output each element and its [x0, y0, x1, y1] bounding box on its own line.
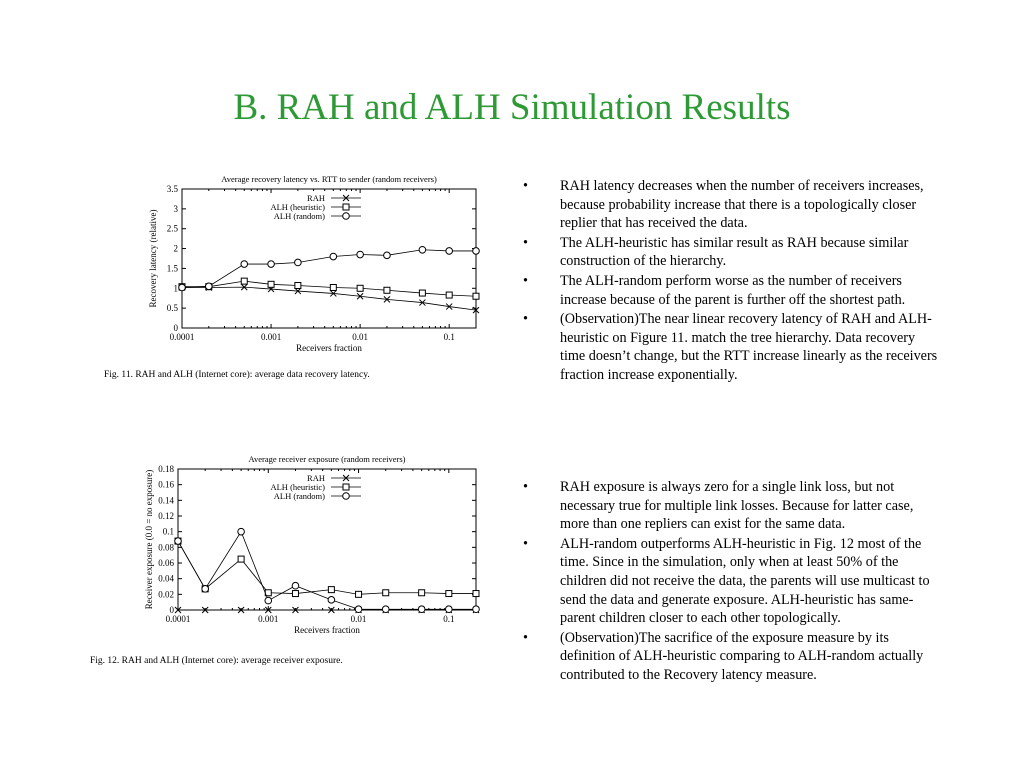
y-tick-label: 3 — [173, 203, 178, 214]
data-point-circle — [418, 606, 425, 613]
data-point-circle — [357, 251, 364, 258]
y-tick-label: 0.02 — [158, 589, 174, 600]
bullet-item — [523, 478, 943, 534]
bullet-text: The ALH-random perform worse as the number of receivers increase because of the parent is further off the shortest path. — [560, 272, 906, 308]
data-point-circle — [473, 248, 480, 255]
data-point-circle — [343, 493, 350, 500]
bullet-list-top — [523, 177, 943, 386]
bullet-item — [523, 535, 943, 628]
x-tick-label: 0.0001 — [165, 614, 191, 624]
series-square — [179, 278, 479, 299]
bullet-item — [523, 310, 943, 384]
data-point-circle — [328, 597, 335, 604]
data-point-square — [419, 290, 425, 296]
y-tick-label: 0.12 — [158, 511, 174, 521]
y-tick-label: 0.18 — [158, 464, 174, 474]
data-point-square — [384, 287, 390, 293]
data-point-square — [446, 591, 452, 597]
y-tick-label: 1 — [173, 283, 178, 294]
data-point-circle — [419, 246, 426, 253]
y-tick-label: 0 — [169, 605, 174, 615]
data-point-circle — [238, 528, 245, 535]
figure-12 — [86, 450, 486, 670]
bullet-text: (Observation)The near linear recovery latency of RAH and ALH-heuristic on Figure 11. match the tree hierarchy. Data recovery time doesn’t change, but the RTT increase linearly as the receivers fraction increase exponentially. — [560, 311, 938, 383]
y-tick-label: 0.1 — [162, 526, 174, 537]
legend-label: ALH (random) — [273, 211, 325, 221]
series-line — [178, 532, 476, 610]
figure-11 — [100, 170, 500, 385]
data-point-square — [473, 591, 479, 597]
x-tick-label: 0.001 — [260, 332, 282, 342]
legend-label: RAH — [307, 193, 325, 203]
y-tick-label: 2.5 — [166, 223, 178, 234]
bullet-dot: • — [523, 629, 528, 646]
data-point-circle — [241, 261, 248, 268]
data-point-square — [292, 591, 298, 597]
data-point-square — [419, 590, 425, 596]
plot-frame — [182, 189, 476, 328]
bullet-dot: • — [523, 479, 528, 495]
y-tick-label: 1.5 — [166, 263, 178, 274]
bullet-list-bottom — [523, 478, 943, 686]
figure-caption: Fig. 11. RAH and ALH (Internet core): average data recovery latency. — [104, 370, 370, 380]
data-point-square — [295, 283, 301, 289]
y-tick-label: 0.04 — [158, 573, 174, 584]
data-point-circle — [206, 283, 213, 290]
data-point-circle — [330, 253, 337, 260]
y-tick-label: 0.16 — [158, 479, 174, 490]
receiver-exposure-chart — [86, 450, 486, 670]
y-tick-label: 0.14 — [158, 495, 174, 506]
y-axis-label: Recovery latency (relative) — [148, 209, 158, 308]
data-point-circle — [355, 606, 362, 613]
y-tick-label: 2 — [173, 243, 178, 254]
data-point-square — [330, 284, 336, 290]
series-line — [182, 281, 476, 296]
y-tick-label: 0.08 — [158, 542, 174, 553]
data-point-circle — [265, 597, 272, 604]
series-circle — [175, 528, 480, 612]
y-tick-label: 0.06 — [158, 558, 174, 568]
bullet-dot: • — [523, 178, 528, 194]
data-point-circle — [473, 606, 480, 613]
data-point-square — [328, 587, 334, 593]
figure-caption: Fig. 12. RAH and ALH (Internet core): average receiver exposure. — [90, 656, 343, 666]
data-point-circle — [384, 252, 391, 259]
data-point-circle — [179, 284, 186, 291]
x-axis-label: Receivers fraction — [296, 343, 362, 353]
bullet-text: (Observation)The sacrifice of the exposure measure by its definition of ALH-heuristic comparing to ALH-random actually contributed to the Recovery latency measure. — [560, 629, 924, 683]
bullet-text: The ALH-heuristic has similar result as RAH because similar construction of the hierarchy. — [560, 234, 909, 270]
y-tick-label: 0.5 — [166, 303, 178, 314]
bullet-item — [523, 177, 943, 233]
data-point-square — [343, 204, 349, 210]
data-point-circle — [446, 248, 453, 255]
series-x — [179, 284, 479, 313]
y-tick-label: 0 — [173, 323, 178, 333]
bullet-dot: • — [523, 311, 528, 328]
data-point-circle — [382, 606, 389, 613]
data-point-square — [356, 591, 362, 597]
legend-label: ALH (heuristic) — [270, 202, 325, 212]
data-point-square — [238, 556, 244, 562]
bullet-dot: • — [523, 234, 528, 251]
series-line — [178, 541, 476, 594]
data-point-square — [268, 281, 274, 287]
bullet-dot: • — [523, 272, 528, 289]
series-square — [175, 538, 479, 597]
data-point-circle — [175, 538, 182, 545]
bullet-text: RAH exposure is always zero for a single link loss, but not necessary true for multiple link losses. Because for latter case, more than one repliers can exist for the same data. — [560, 479, 914, 533]
bullet-text: ALH-random outperforms ALH-heuristic in Fig. 12 most of the time. Since in the simulation, only when at least 50% of the children did not receive the data, the parents will use multicast to send the data and generate exposure. ALH-heuristic has same-parent children closer to each other topologically. — [560, 535, 930, 627]
y-axis-label: Receiver exposure (0.0 = no exposure) — [144, 469, 154, 610]
series-x — [175, 607, 479, 613]
x-axis-label: Receivers fraction — [294, 625, 360, 635]
slide-title: B. RAH and ALH Simulation Results — [233, 87, 791, 128]
plot-frame — [178, 469, 476, 610]
data-point-circle — [292, 582, 299, 589]
data-point-circle — [202, 586, 209, 593]
data-point-circle — [295, 259, 302, 266]
data-point-square — [446, 292, 452, 298]
x-tick-label: 0.01 — [350, 614, 367, 624]
legend-label: ALH (heuristic) — [270, 482, 325, 492]
bullet-dot: • — [523, 535, 528, 552]
legend-label: RAH — [307, 473, 325, 483]
x-tick-label: 0.001 — [258, 614, 279, 624]
bullet-item — [523, 272, 943, 309]
data-point-square — [357, 285, 363, 291]
bullet-item — [523, 629, 943, 685]
data-point-square — [241, 278, 247, 284]
x-tick-label: 0.1 — [443, 614, 455, 624]
series-line — [182, 287, 476, 310]
series-line — [182, 250, 476, 288]
chart-title: Average recovery latency vs. RTT to sender (random receivers) — [221, 174, 437, 184]
recovery-latency-chart — [100, 170, 500, 385]
y-tick-label: 3.5 — [166, 184, 178, 194]
data-point-square — [383, 590, 389, 596]
x-tick-label: 0.1 — [443, 332, 455, 342]
data-point-circle — [343, 213, 350, 220]
x-tick-label: 0.0001 — [169, 332, 195, 342]
legend-label: ALH (random) — [273, 491, 325, 501]
data-point-circle — [268, 261, 275, 268]
data-point-circle — [446, 606, 453, 613]
data-point-square — [473, 293, 479, 299]
x-tick-label: 0.01 — [352, 332, 369, 342]
bullet-text: RAH latency decreases when the number of receivers increases, because probability increase that there is a topologically closer replier that has received the data. — [560, 178, 924, 232]
bullet-item — [523, 234, 943, 271]
chart-title: Average receiver exposure (random receivers) — [248, 454, 406, 464]
data-point-square — [343, 484, 349, 490]
